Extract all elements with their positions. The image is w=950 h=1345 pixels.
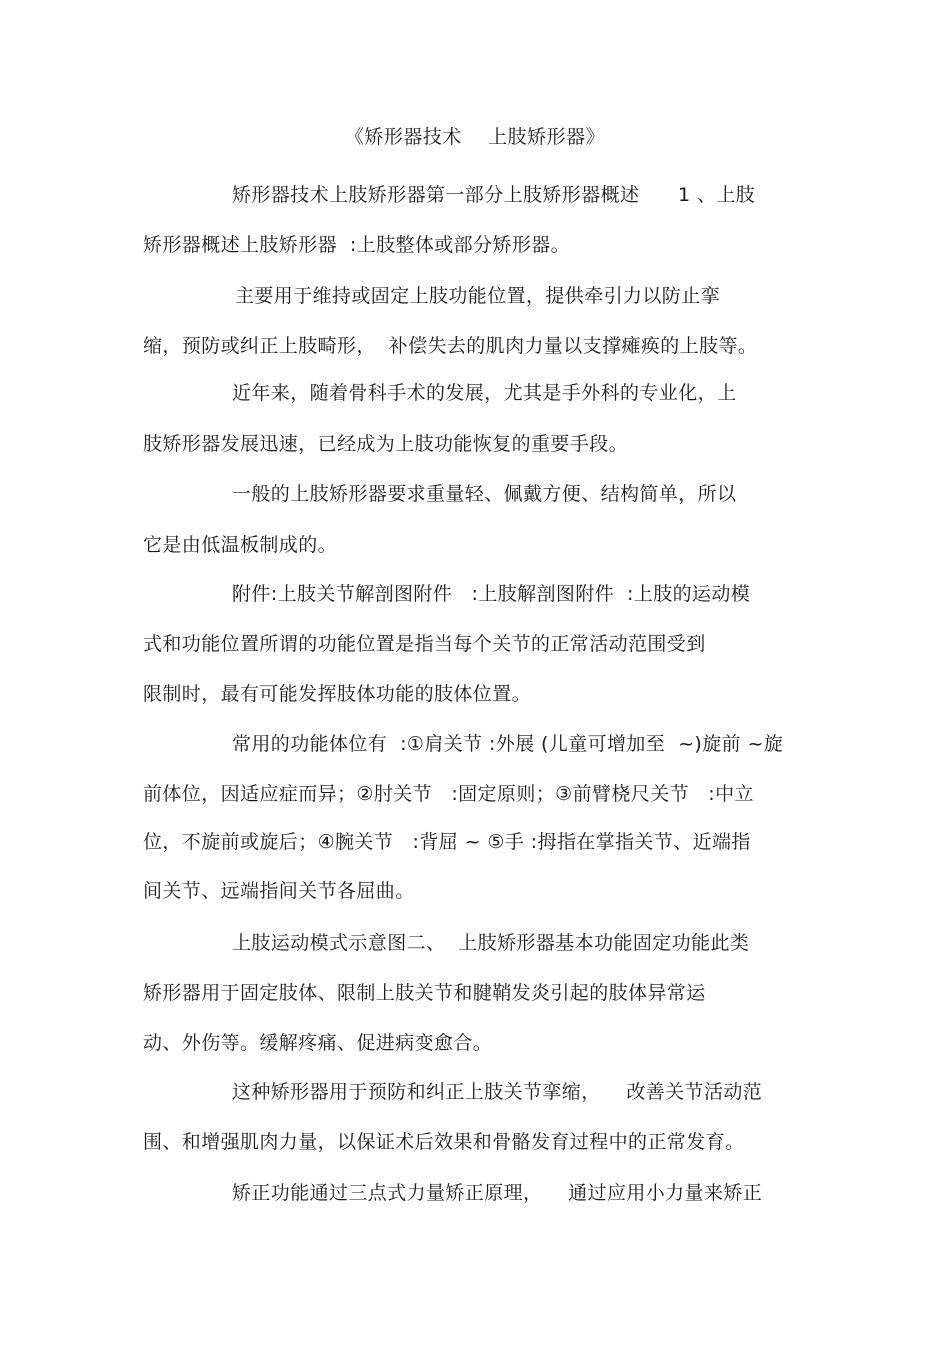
text-line: 肢矫形器发展迅速，已经成为上肢功能恢复的重要手段。 [143,433,629,455]
text-line: 间关节、远端指间关节各屈曲。 [143,880,415,902]
text-line: 矫形器概述上肢矫形器 :上肢整体或部分矫形器。 [143,234,571,256]
text-line: 它是由低温板制成的。 [143,534,338,556]
text-line: 位，不旋前或旋后；④腕关节 :背屈 ~ ⑤手 :拇指在掌指关节、近端指 [143,831,751,853]
document-title: 《矫形器技术 上肢矫形器》 [344,126,606,148]
text-line: 缩，预防或纠正上肢畸形， 补偿失去的肌肉力量以支撑瘫痪的上肢等。 [143,335,758,357]
text-line: 常用的功能体位有 :①肩关节 :外展 (儿童可增加至 ~)旋前 ~旋 [232,733,784,755]
text-line: 主要用于维持或固定上肢功能位置，提供牵引力以防止挛 [235,285,721,307]
text-line: 动、外伤等。缓解疼痛、促进病变愈合。 [143,1032,493,1054]
text-line: 围、和增强肌肉力量，以保证术后效果和骨骼发育过程中的正常发育。 [143,1131,745,1153]
text-line: 上肢运动模式示意图二、 上肢矫形器基本功能固定功能此类 [232,932,750,954]
text-line: 前体位，因适应症而异；②肘关节 :固定原则；③前臂桡尺关节 :中立 [143,783,754,805]
text-line: 限制时，最有可能发挥肢体功能的肢体位置。 [143,683,532,705]
text-line: 式和功能位置所谓的功能位置是指当每个关节的正常活动范围受到 [143,633,706,655]
text-line: 附件:上肢关节解剖图附件 :上肢解剖图附件 :上肢的运动模 [232,583,751,605]
text-line: 矫形器技术上肢矫形器第一部分上肢矫形器概述 1 、上肢 [232,184,756,206]
text-line: 矫形器用于固定肢体、限制上肢关节和腱鞘发炎引起的肢体异常运 [143,982,706,1004]
text-line: 一般的上肢矫形器要求重量轻、佩戴方便、结构简单，所以 [232,483,737,505]
text-line: 矫正功能通过三点式力量矫正原理， 通过应用小力量来矫正 [232,1182,763,1204]
text-line: 这种矫形器用于预防和纠正上肢关节挛缩， 改善关节活动范 [232,1081,763,1103]
text-line: 近年来，随着骨科手术的发展，尤其是手外科的专业化，上 [232,382,737,404]
